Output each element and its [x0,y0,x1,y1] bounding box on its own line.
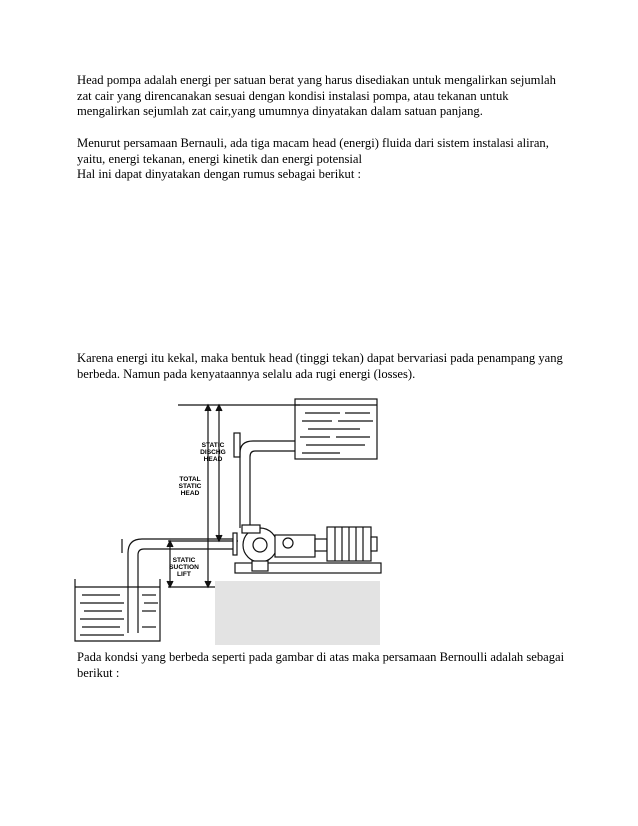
svg-text:DISCHG: DISCHG [200,449,226,456]
svg-text:STATIC: STATIC [178,483,202,490]
label-static-suction-lift: STATIC [172,557,196,564]
paragraph-energy-conservation [77,351,577,382]
text-line: yaitu, energi tekanan, energi kinetik dan energi potensial [77,151,363,166]
paragraph-bernoulli-intro [77,136,577,183]
foundation [215,581,380,645]
svg-text:SUCTION: SUCTION [169,564,199,571]
text-line: berikut : [77,665,120,680]
paragraph-bernoulli-conclusion [77,650,577,681]
pump-installation-figure [70,393,386,645]
text-line: Menurut persamaan Bernauli, ada tiga macam head (energi) fluida dari sistem instalasi aliran, [77,136,549,150]
coupling [315,539,327,551]
text-line: zat cair yang direncanakan sesuai dengan kondisi instalasi pompa, atau tekanan untuk [77,88,509,103]
text-line: Hal ini dapat dinyatakan dengan rumus sebagai berikut : [77,167,361,182]
paragraph-head-definition [77,73,577,120]
text-line: Head pompa adalah energi per satuan berat yang harus disediakan untuk mengalirkan sejumlah [77,73,556,87]
text-line: Pada kondsi yang berbeda seperti pada gambar di atas maka persamaan Bernoulli adalah sebagai [77,650,565,664]
suction-tank [75,579,160,641]
discharge-pipe [240,441,295,528]
text-line: mengalirkan sejumlah zat cair,yang umumnya dinyatakan dalam satuan panjang. [77,104,483,119]
svg-text:HEAD: HEAD [203,456,223,463]
text-line: berbeda. Namun pada kenyataannya selalu ada rugi energi (losses). [77,366,416,381]
text-line: Karena energi itu kekal, maka bentuk head (tinggi tekan) dapat bervariasi pada penampang yang [77,351,563,365]
label-total-static-head: TOTAL [179,476,201,483]
svg-text:HEAD: HEAD [180,490,200,497]
label-static-discharge-head: STATIC [201,442,225,449]
svg-text:LIFT: LIFT [177,571,191,578]
